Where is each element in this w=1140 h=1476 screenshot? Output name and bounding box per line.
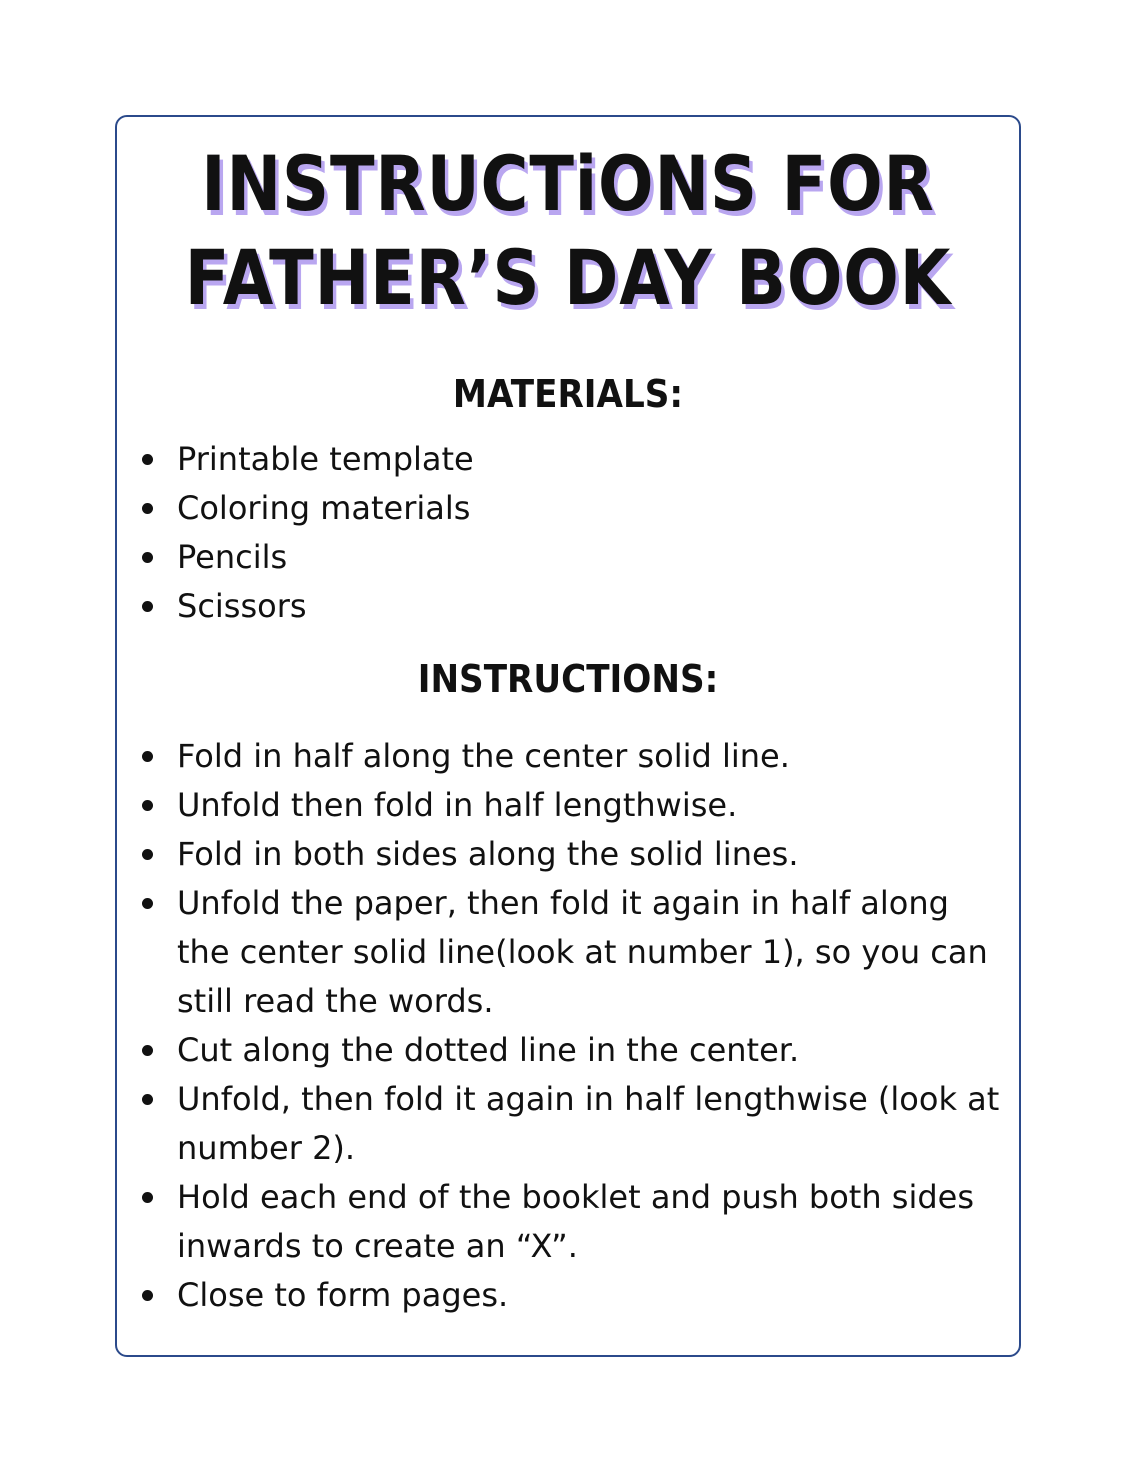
material-item (139, 533, 1011, 582)
page-title (180, 137, 956, 325)
bullet-icon (142, 800, 153, 811)
instruction-step (139, 1271, 1011, 1320)
bullet-icon (142, 1290, 153, 1301)
page-title-line-1: INSTRUCTiONS FOR (201, 139, 935, 228)
material-item-text: Printable template (177, 440, 474, 478)
instructions-heading: INSTRUCTIONS: (417, 657, 719, 701)
material-item-text: Scissors (177, 587, 307, 625)
instruction-step-text: Fold in half along the center solid line. (177, 737, 790, 775)
bullet-icon (142, 454, 153, 465)
instruction-step (139, 1075, 1011, 1173)
bullet-icon (142, 1192, 153, 1203)
materials-list (139, 435, 1011, 631)
instruction-step (139, 781, 1011, 830)
instruction-step-text: Fold in both sides along the solid lines. (177, 835, 799, 873)
instruction-step (139, 1173, 1011, 1271)
instruction-step-text: Cut along the dotted line in the center. (177, 1031, 800, 1069)
bullet-icon (142, 503, 153, 514)
material-item (139, 582, 1011, 631)
materials-heading: MATERIALS: (452, 372, 684, 416)
material-item-text: Pencils (177, 538, 288, 576)
bullet-icon (142, 1045, 153, 1056)
bullet-icon (142, 552, 153, 563)
instructions-list (139, 732, 1011, 1320)
bullet-icon (142, 751, 153, 762)
page-title-line-2: FATHER’S DAY BOOK (184, 233, 952, 322)
instruction-step-text: Unfold then fold in half lengthwise. (177, 786, 738, 824)
material-item (139, 484, 1011, 533)
instruction-step-text: Close to form pages. (177, 1276, 509, 1314)
bullet-icon (142, 898, 153, 909)
bullet-icon (142, 601, 153, 612)
material-item (139, 435, 1011, 484)
instruction-step (139, 732, 1011, 781)
instruction-step-text: Unfold, then fold it again in half lengthwise (look at number 2). (177, 1080, 1000, 1167)
instructions-card (115, 115, 1021, 1357)
bullet-icon (142, 849, 153, 860)
material-item-text: Coloring materials (177, 489, 471, 527)
instruction-step (139, 830, 1011, 879)
instruction-step-text: Hold each end of the booklet and push both sides inwards to create an “X”. (177, 1178, 975, 1265)
bullet-icon (142, 1094, 153, 1105)
instruction-step-text: Unfold the paper, then fold it again in half along the center solid line(look at number 1), so you can still read the words. (177, 884, 988, 1020)
instruction-step (139, 879, 1011, 1026)
instruction-step (139, 1026, 1011, 1075)
